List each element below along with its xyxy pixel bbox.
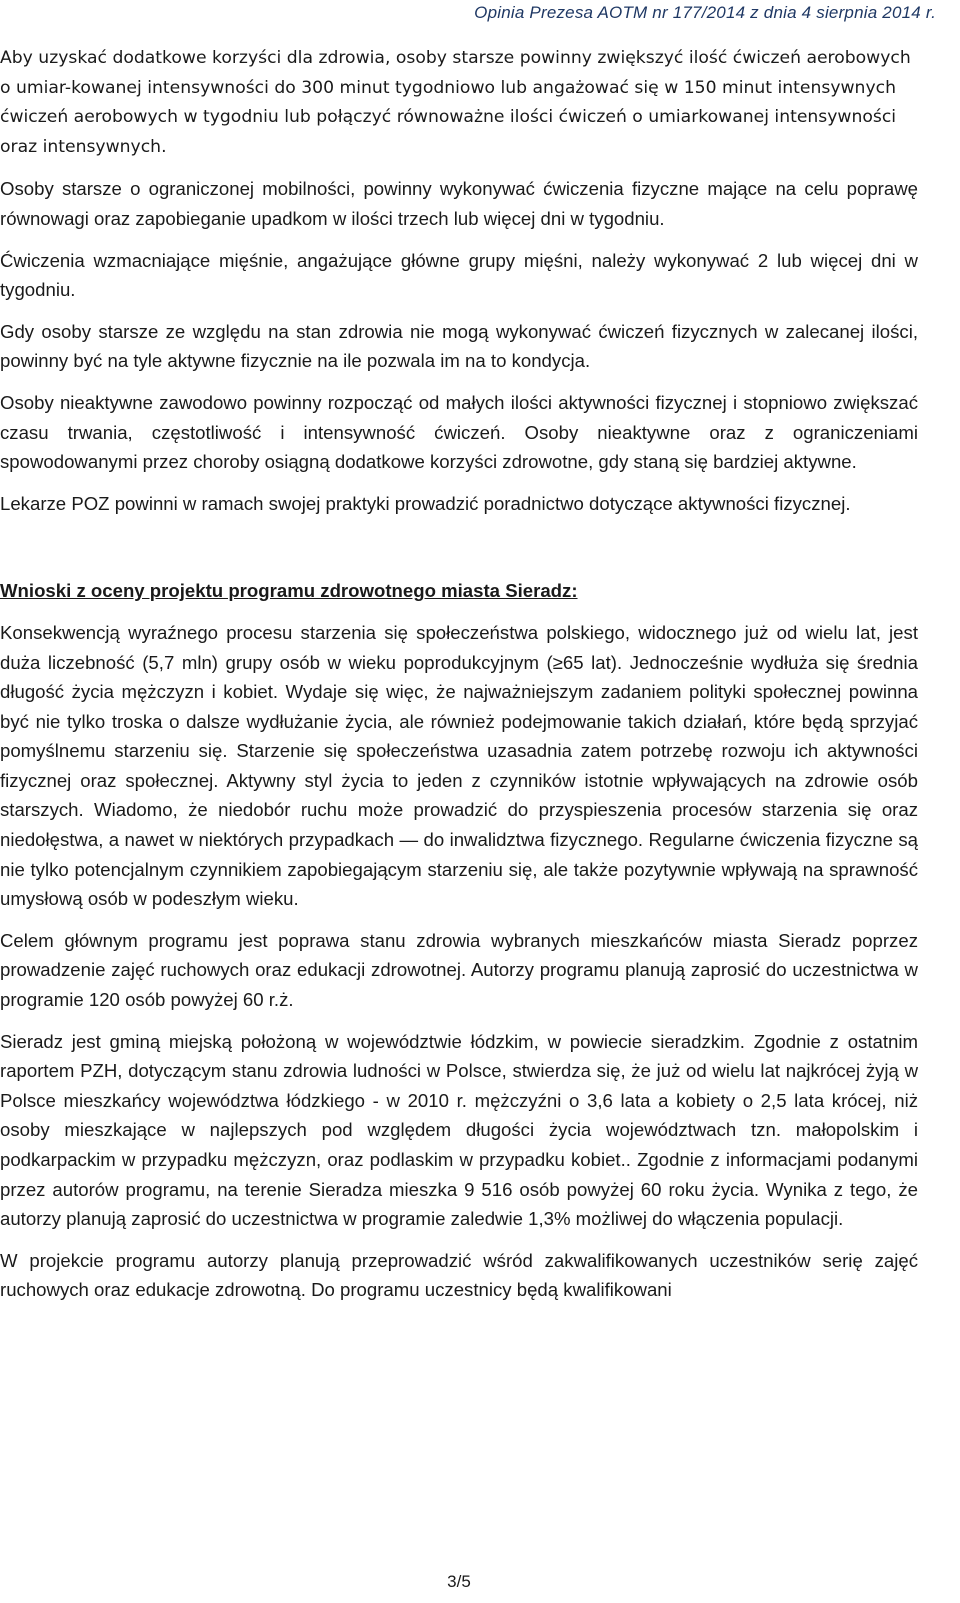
document-header-title: Opinia Prezesa AOTM nr 177/2014 z dnia 4 sierpnia 2014 r.: [474, 3, 936, 22]
paragraph-sieradz-population: Sieradz jest gminą miejską położoną w województwie łódzkim, w powiecie sieradzkim. Zgodnie z ostatnim raportem PZH, dotyczącym stanu zdrowia ludności w Polsce, stwierdza się, że już od wielu lat najkrócej żyją w Polsce mieszkańcy województwa łódzkiego - w 2010 r. mężczyźni o 3,6 lata a kobiety o 2,5 lata krócej, niż osoby mieszkające w najlepszych pod względem długości życia województwach tzn. małopolskim i podkarpackim w przypadku mężczyzn, oraz podlaskim w przypadku kobiet.. Zgodnie z informacjami podanymi przez autorów programu, na terenie Sieradza mieszka 9 516 osób powyżej 60 roku życia. Wynika z tego, że autorzy planują zaprosić do uczestnictwa w programie zaledwie 1,3% możliwej do włączenia populacji.: [0, 1030, 918, 1230]
paragraph-program-goal: Celem głównym programu jest poprawa stanu zdrowia wybranych mieszkańców miasta Sieradz poprzez prowadzenie zajęć ruchowych oraz edukacji zdrowotnej. Autorzy programu planują zaprosić do uczestnictwa w programie 120 osób powyżej 60 r.ż.: [0, 929, 918, 1011]
paragraph-muscle-strengthening: Ćwiczenia wzmacniające mięśnie, angażujące główne grupy mięśni, należy wykonywać 2 lub więcej dni w tygodniu.: [0, 249, 918, 301]
paragraph-aging-society: Konsekwencją wyraźnego procesu starzenia się społeczeństwa polskiego, widocznego już od wielu lat, jest duża liczebność (5,7 mln) grupy osób w wieku poprodukcyjnym (≥65 lat). Jednocześnie wydłuża się średnia długość życia mężczyzn i kobiet. Wydaje się więc, że najważniejszym zadaniem polityki społecznej powinna być nie tylko troska o dalsze wydłużanie życia, ale również podejmowanie takich działań, które będą sprzyjać pomyślnemu starzeniu się. Starzenie się społeczeństwa uzasadnia zatem potrzebę rozwoju ich aktywności fizycznej oraz społecznej. Aktywny styl życia to jeden z czynników istotnie wpływających na zdrowie osób starszych. Wiadomo, że niedobór ruchu może prowadzić do przyspieszenia procesów starzenia się oraz niedołęstwa, a nawet w niektórych przypadkach — do inwalidztwa fizycznego. Regularne ćwiczenia fizyczne są nie tylko potencjalnym czynnikiem zapobiegającym starzeniu się, ale także pozytywnie wpływają na sprawność umysłową osób w podeszłym wieku.: [0, 621, 918, 910]
paragraph-program-activities: W projekcie programu autorzy planują przeprowadzić wśród zakwalifikowanych uczestników serię zajęć ruchowych oraz edukacje zdrowotną. Do programu uczestnicy będą kwalifikowani: [0, 1249, 918, 1301]
document-body: [0, 44, 918, 1317]
paragraph-health-condition: Gdy osoby starsze ze względu na stan zdrowia nie mogą wykonywać ćwiczeń fizycznych w zalecanej ilości, powinny być na tyle aktywne fizycznie na ile pozwala im na to kondycja.: [0, 320, 918, 372]
paragraph-aerobic-benefits: Aby uzyskać dodatkowe korzyści dla zdrowia, osoby starsze powinny zwiększyć ilość ćwiczeń aerobowych o umiar-kowanej intensywności do 300 minut tygodniowo lub angażować się w 150 minut intensywnych ćwiczeń aerobowych w tygodniu lub połączyć równoważne ilości ćwiczeń o umiarkowanej intensywności oraz intensywnych.: [0, 48, 911, 157]
page-number: 3/5: [447, 1572, 471, 1591]
section-heading-conclusions: Wnioski z oceny projektu programu zdrowotnego miasta Sieradz:: [0, 580, 578, 602]
paragraph-inactive-persons: Osoby nieaktywne zawodowo powinny rozpocząć od małych ilości aktywności fizycznej i stopniowo zwiększać czasu trwania, częstotliwość i intensywność ćwiczeń. Osoby nieaktywne oraz z ograniczeniami spowodowanymi przez choroby osiągną dodatkowe korzyści zdrowotne, gdy staną się bardziej aktywne.: [0, 391, 918, 473]
paragraph-poz-doctors: Lekarze POZ powinni w ramach swojej praktyki prowadzić poradnictwo dotyczące aktywności fizycznej.: [0, 492, 851, 514]
paragraph-limited-mobility: Osoby starsze o ograniczonej mobilności, powinny wykonywać ćwiczenia fizyczne mające na celu poprawę równowagi oraz zapobieganie upadkom w ilości trzech lub więcej dni w tygodniu.: [0, 178, 918, 229]
